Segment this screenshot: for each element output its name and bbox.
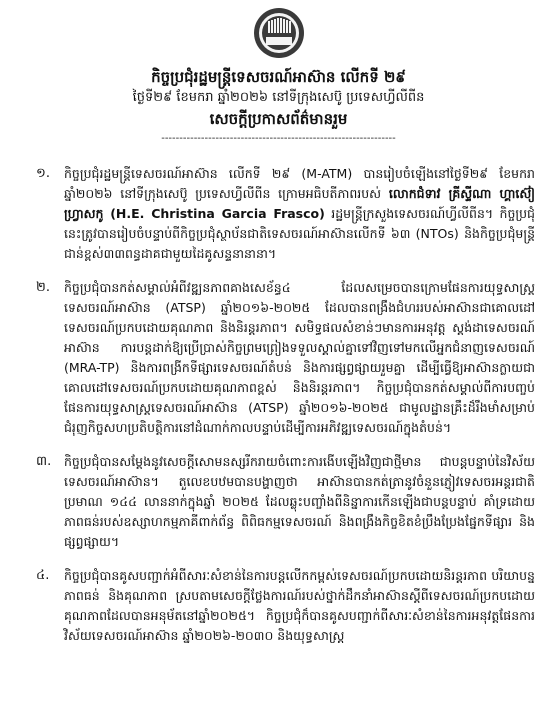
paragraph-number: ៤. [36, 568, 50, 583]
paragraph-text: កិច្ចប្រជុំបានកត់សម្គាល់អំពីវឌ្ឍនភាពគាងសេខ័ន្ធ៤ ដែលសម្រេចបានក្រោមផែនការយុទ្ធសាស្ត្រទេសចរណ៍អាស៊ាន (ATSP) ឆ្នាំ២០១៦-២០២៥ ដែលបានពង្រឹងជំហររបស់អាស៊ានជាគោលដៅទេសចរណ៍ប្រកបដោយគុណភាព និងនិរន្តរភាព។ សមិទ្ធផលសំខាន់ៗមានការអនុវត្ត ស្តង់ដាទេសចរណ៍អាស៊ាន ការបន្តដាក់ឱ្យប្រើប្រាស់កិច្ចព្រមព្រៀងទទួលស្គាល់គ្នាទៅវិញទៅមកលើអ្នកជំនាញទេសចរណ៍ (MRA-TP) និងការពង្រីកទីផ្សារទេសចរណ៍តំបន់ និងការផ្សព្វផ្សាយរួមគ្នា ដើម្បីធ្វើឱ្យអាស៊ានក្លាយជាគោលដៅទេសចរណ៍ប្រកបដោយគុណភាពខ្ពស់ និងនិរន្តរភាព។ កិច្ចប្រជុំបានកត់សម្គាល់ពីការបញ្ចប់ផែនការយុទ្ធសាស្ត្រទេសចរណ៍អាស៊ាន (ATSP) ឆ្នាំ២០១៦-២០២៥ ជាមូលដ្ឋានគ្រឹះដ៏រឹងមាំសម្រាប់ជំរុញកិច្ចសហប្រតិបត្តិការនៅដំណាក់កាលបន្ទាប់ដើម្បីការអភិវឌ្ឍទេសចរណ៍ក្នុងតំបន់។ [64, 280, 535, 435]
paragraph-1 [22, 164, 535, 264]
paragraph-text [64, 164, 535, 264]
paragraph-2 [22, 278, 535, 438]
divider-line: ----------------------------------------------------------------- [161, 133, 396, 144]
press-statement-title: សេចក្តីប្រកាសព័ត៌មានរួម [209, 110, 348, 128]
logo-container [22, 8, 535, 58]
paragraph-4 [22, 566, 535, 646]
asean-logo [254, 8, 304, 58]
paragraph-text: កិច្ចប្រជុំបានគូសបញ្ជាក់អំពីសារៈសំខាន់នៃការបន្តលើកកម្ពស់ទេសចរណ៍ប្រកបដោយនិរន្តរភាព បរិយាបន្ន ភាពធន់ និងគុណភាព ស្របតាមសេចក្តីថ្លែងការណ៍របស់ថ្នាក់ដឹកនាំអាស៊ានស្តីពីទេសចរណ៍ប្រកបដោយគុណភាពដែលបានអនុម័តនៅឆ្នាំ២០២៥។ កិច្ចប្រជុំក៏បានគូសបញ្ជាក់ពីសារៈសំខាន់នៃការអនុវត្តផែនការវិស័យទេសចរណ៍អាស៊ាន ឆ្នាំ២០២៦-២០៣០ និងយុទ្ធសាស្ត្រ [64, 568, 535, 643]
statement-paragraphs [22, 164, 535, 646]
paragraph-text-part: កិច្ចប្រជុំរដ្ឋមន្ត្រីទេសចរណ៍អាស៊ាន លើកទី ២៩ (M-ATM) បានរៀបចំឡើងនៅថ្ងៃទី២៩ ខែមករា ឆ្នាំ២០២៦ នៅទីក្រុងសេប៊ូ ប្រទេសហ្វីលីពីន ក្រោមអធិបតីភាពរបស់ [64, 166, 535, 201]
paragraph-text-part: រដ្ឋមន្ត្រីក្រសួងទេសចរណ៍ហ្វីលីពីន។ កិច្ចប្រជុំនេះត្រូវបានរៀបចំបន្ទាប់ពីកិច្ចប្រជុំស្ថាប័នជាតិទេសចរណ៍អាស៊ានលើកទី ៦៣ (NTOs) និងកិច្ចប្រជុំមន្ត្រីជាន់ខ្ពស់៣៣ពន្ធដាគជាមួយដៃគូសន្ទនានានា។ [64, 206, 535, 261]
paragraph-number: ៣. [36, 454, 52, 469]
paragraph-number: ១. [36, 166, 50, 181]
meeting-title: កិច្ចប្រជុំរដ្ឋមន្ត្រីទេសចរណ៍អាស៊ាន លើកទី ២៩ [151, 68, 406, 86]
paragraph-text: កិច្ចប្រជុំបានសម្តែងនូវសេចក្តីសោមនស្សរីករាយចំពោះការងើបឡើងវិញជាថ្មីមាន ជាបន្តបន្ទាប់នៃវិស័យទេសចរណ៍អាស៊ាន។ តួលេខបឋមបានបង្ហាញថា អាស៊ានបានកត់ត្រានូវចំនួនភ្ញៀវទេសចរអន្តរជាតិប្រមាណ ១៤៤ លាននាក់ក្នុងឆ្នាំ ២០២៥ ដែលឆ្លុះបញ្ចាំងពីនិន្នាការកើនឡើងជាបន្តបន្ទាប់ គាំទ្រដោយភាពធន់របស់ឧស្សាហកម្មភាគីពាក់ព័ន្ធ ពិពិធកម្មទេសចរណ៍ និងពង្រឹងកិច្ចខិតខំប្រឹងប្រែងផ្នែកទីផ្សារ និងផ្សព្វផ្សាយ។ [64, 454, 535, 549]
asean-emblem-icon [254, 8, 304, 58]
paragraph-number: ២. [36, 280, 50, 295]
meeting-date-location: ថ្ងៃទី២៩ ខែមករា ឆ្នាំ២០២៦ នៅទីក្រុងសេប៊ូ ប្រទេសហ្វីលីពីន [132, 90, 425, 105]
paragraph-3 [22, 452, 535, 552]
chair-name: លោកជំទាវ គ្រីស្ទីណា ហ្គាស៊ៀ ហ្វ្រាសកូ (H.E. Christina Garcia Frasco) [64, 186, 536, 221]
document-header [22, 66, 535, 146]
